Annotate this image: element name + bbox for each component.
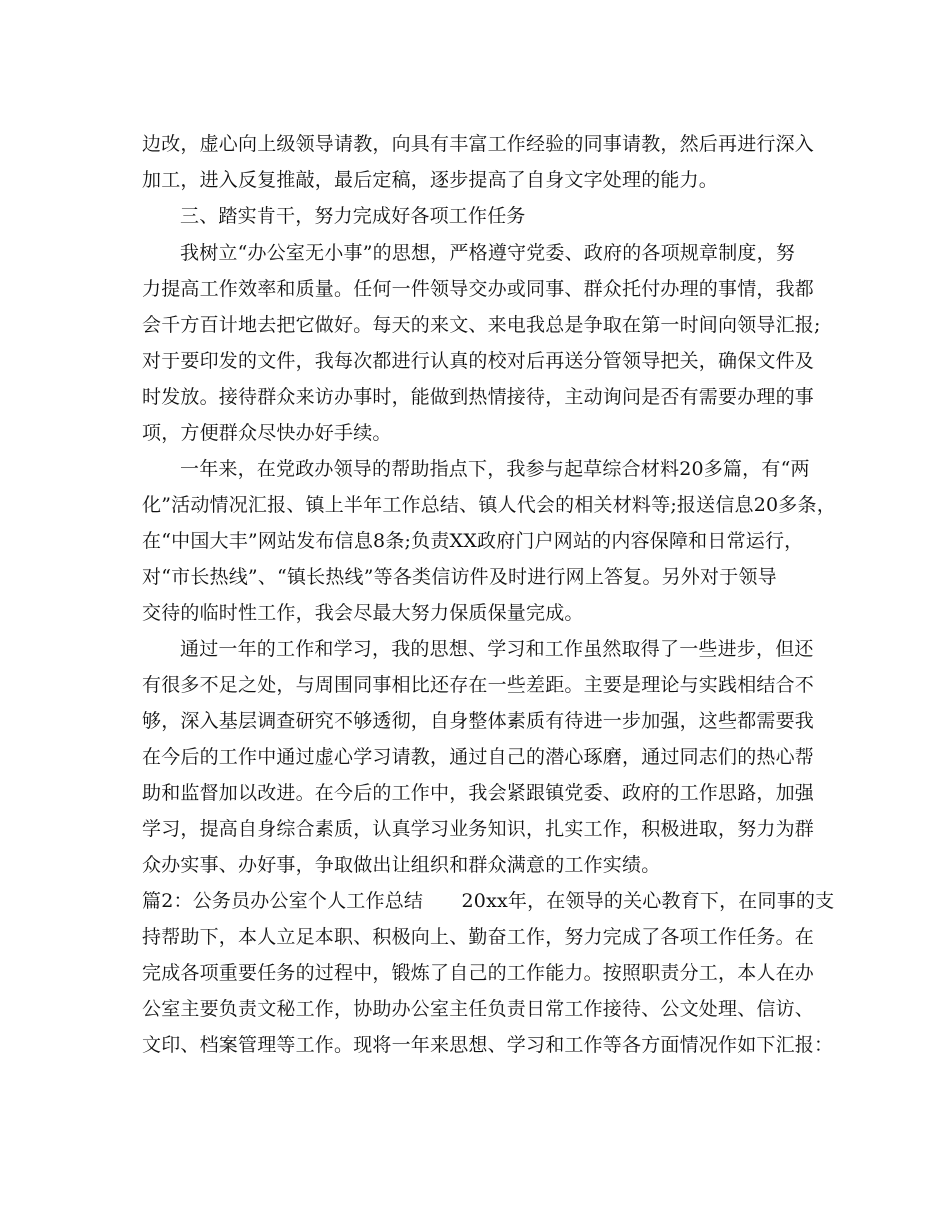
text-line: 交待的临时性工作，我会尽最大努力保质保量完成。 <box>142 602 584 624</box>
text-line: 边改，虚心向上级领导请教，向具有丰富工作经验的同事请教，然后再进行深入 <box>142 133 815 155</box>
text-line: 学习，提高自身综合素质，认真学习业务知识，扎实工作，积极进取，努力为群 <box>142 818 815 840</box>
text-line: 完成各项重要任务的过程中，锻炼了自己的工作能力。按照职责分工，本人在办 <box>142 962 815 984</box>
text-line: 对“市长热线”、“镇长热线”等各类信访件及时进行网上答复。另外对于领导 <box>142 566 777 588</box>
text-line: 时发放。接待群众来访办事时，能做到热情接待，主动询问是否有需要办理的事 <box>142 386 815 408</box>
text-line: 在今后的工作中通过虚心学习请教，通过自己的潜心琢磨，通过同志们的热心帮 <box>142 746 815 768</box>
text-line: 有很多不足之处，与周围同事相比还存在一些差距。主要是理论与实践相结合不 <box>142 674 815 696</box>
text-line: 我树立“办公室无小事”的思想，严格遵守党委、政府的各项规章制度，努 <box>180 242 796 264</box>
text-line: 众办实事、办好事，争取做出让组织和群众满意的工作实绩。 <box>142 854 661 876</box>
text-line: 会千方百计地去把它做好。每天的来文、来电我总是争取在第一时间向领导汇报; <box>142 314 821 336</box>
text-line: 项，方便群众尽快办好手续。 <box>142 422 392 444</box>
text-line: 在“中国大丰”网站发布信息8条;负责XX政府门户网站的内容保障和日常运行， <box>142 530 804 552</box>
text-line: 持帮助下，本人立足本职、积极向上、勤奋工作，努力完成了各项工作任务。在 <box>142 926 815 948</box>
section-title-line: 篇2：公务员办公室个人工作总结 20xx年，在领导的关心教育下，在同事的支 <box>142 890 835 912</box>
text-line: 一年来，在党政办领导的帮助指点下，我参与起草综合材料20多篇，有“两 <box>180 458 810 480</box>
section-heading: 三、踏实肯干，努力完成好各项工作任务 <box>180 205 526 227</box>
text-line: 化”活动情况汇报、镇上半年工作总结、镇人代会的相关材料等;报送信息20多条， <box>142 494 836 516</box>
text-line: 力提高工作效率和质量。任何一件领导交办或同事、群众托付办理的事情，我都 <box>142 278 815 300</box>
text-line: 文印、档案管理等工作。现将一年来思想、学习和工作等各方面情况作如下汇报： <box>142 1034 834 1056</box>
text-line: 公室主要负责文秘工作，协助办公室主任负责日常工作接待、公文处理、信访、 <box>142 998 815 1020</box>
text-line: 通过一年的工作和学习，我的思想、学习和工作虽然取得了一些进步，但还 <box>180 638 814 660</box>
text-line: 助和监督加以改进。在今后的工作中，我会紧跟镇党委、政府的工作思路，加强 <box>142 782 815 804</box>
text-line: 够，深入基层调查研究不够透彻，自身整体素质有待进一步加强，这些都需要我 <box>142 710 815 732</box>
text-line: 加工，进入反复推敲，最后定稿，逐步提高了自身文字处理的能力。 <box>142 169 719 191</box>
text-line: 对于要印发的文件，我每次都进行认真的校对后再送分管领导把关，确保文件及 <box>142 350 815 372</box>
